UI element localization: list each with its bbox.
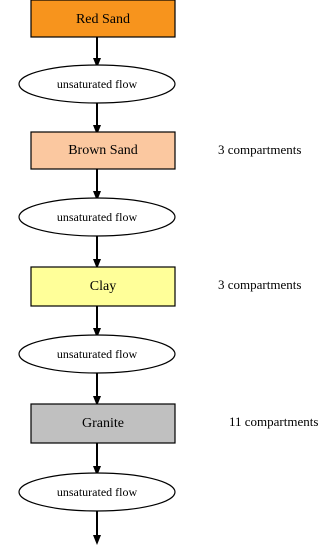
flow-1 (19, 65, 175, 103)
layer-granite-label: Granite (82, 416, 124, 432)
layer-brown-sand (31, 132, 301, 169)
layer-red-sand-label: Red Sand (75, 12, 131, 28)
layer-clay-note: 3 compartments (218, 276, 302, 292)
flow-2 (19, 198, 175, 236)
flow-3 (19, 335, 175, 373)
layer-granite-note: 11 compartments (229, 413, 319, 429)
layer-clay-label: Clay (89, 279, 117, 295)
flow-3-label: unsaturated flow (56, 346, 138, 361)
layer-brown-sand-label: Brown Sand (68, 143, 138, 159)
flow-4-label: unsaturated flow (56, 484, 138, 499)
flow-1-label: unsaturated flow (56, 76, 138, 91)
layer-red-sand (31, 0, 175, 37)
layer-granite (31, 404, 318, 443)
flow-2-label: unsaturated flow (56, 209, 138, 224)
flow-4 (19, 473, 175, 511)
layer-brown-sand-note: 3 compartments (218, 141, 302, 157)
layer-clay (31, 267, 301, 306)
